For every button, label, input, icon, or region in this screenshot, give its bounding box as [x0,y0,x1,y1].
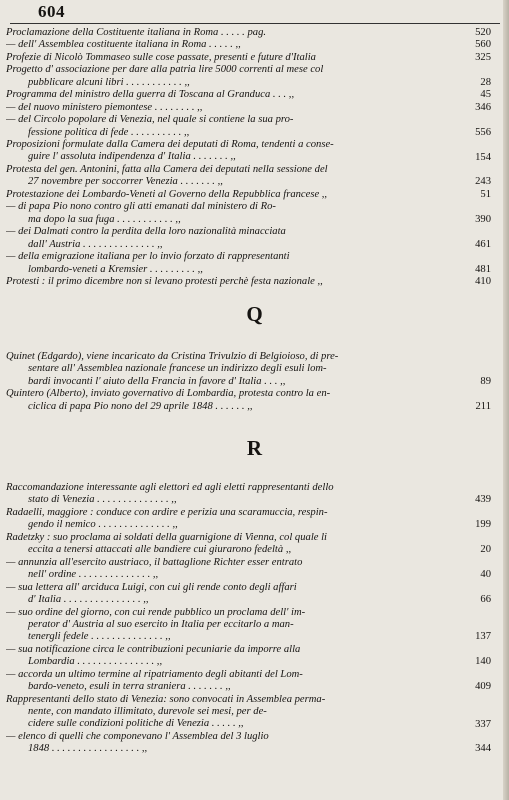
index-entry [6,694,462,731]
entry-text-line: eccita a tenersi attaccati alle bandiere cui giurarono fedeltà ,, [28,544,292,556]
entry-page-number: 154 [475,151,491,163]
entry-page-number: 344 [475,743,491,755]
entry-text-line: Rappresentanti dello stato di Venezia: sono convocati in Assemblea perma- [6,693,326,705]
entry-text-line: perator d' Austria al suo esercito in Italia per eccitarlo a man- [28,618,294,630]
entry-text-line: — dell' Assemblea costituente italiana in Roma . . . . . ,, [6,39,241,51]
entry-page-number: 137 [475,631,491,643]
index-entry [6,669,462,694]
entry-text-line: bardi invocanti l' aiuto della Francia in favore d' Italia . . . ,, [28,375,286,387]
entry-text-line: — del Circolo popolare di Venezia, nel quale si contiene la sua pro- [6,114,294,126]
entry-text-line: Protestazione dei Lombardo-Veneti al Governo della Repubblica francese ,, [6,188,328,200]
entry-page-number: 390 [475,213,491,225]
entry-text-line: Lombardia . . . . . . . . . . . . . . . ,, [28,656,163,668]
index-entry [6,27,462,39]
entry-page-number: 45 [480,89,491,101]
entry-text-line: fessione politica di fede . . . . . . . . . . ,, [28,126,190,138]
entry-text-line: bardo-veneto, esuli in terra straniera . . . . . . . ,, [28,681,231,693]
page-edge [503,0,509,800]
index-entry [6,64,462,89]
index-entry [6,164,462,189]
entry-text-line: — dei Dalmati contro la perdita della loro nazionalità minacciata [6,226,286,238]
index-entry [6,39,462,51]
entry-text-line: sentare all' Assemblea nazionale francese un indirizzo degli esuli lom- [28,363,327,375]
entry-text-line: lombardo-veneti a Kremsier . . . . . . . . . ,, [28,263,203,275]
entry-page-number: 66 [480,594,491,606]
index-entry [6,89,462,101]
entry-text-line: Raccomandazione interessante agli elettori ed agli eletti rappresentanti dello [6,482,334,493]
entry-page-number: 199 [475,519,491,531]
index-entry [6,507,462,532]
letter-heading-r: R [246,436,263,460]
entry-page-number: 243 [475,176,491,188]
entry-text-line: ma dopo la sua fuga . . . . . . . . . . . ,, [28,213,181,225]
index-entry [6,276,462,288]
entry-page-number: 20 [480,544,491,556]
entry-page-number: 439 [475,494,491,506]
entry-text-line: stato di Venezia . . . . . . . . . . . . . . ,, [28,494,177,506]
entry-text-line: — del nuovo ministero piemontese . . . . . . . . ,, [6,101,203,113]
entry-page-number: 51 [480,188,491,200]
entry-text-line: 27 novembre per soccorrer Venezia . . . . . . . ,, [28,176,223,188]
entry-text-line: — sua notificazione circa le contribuzioni pecuniarie da imporre alla [6,643,301,655]
entry-text-line: Programma del ministro della guerra di Toscana al Granduca . . . ,, [6,89,295,101]
index-entry [6,582,462,607]
entry-text-line: — annunzia all'esercito austriaco, il battaglione Richter esser entrato [6,556,303,568]
entry-text-line: nell' ordine . . . . . . . . . . . . . . ,, [28,569,159,581]
index-entry [6,557,462,582]
entry-page-number: 89 [480,375,491,387]
entry-text-line: pubblicare alcuni libri . . . . . . . . . . . ,, [28,76,190,88]
entry-text-line: — elenco di quelli che componevano l' Assemblea del 3 luglio [6,731,269,742]
letter-heading-q: Q [246,302,263,326]
entry-text-line: Proposizioni formulate dalla Camera dei deputati di Roma, tendenti a conse- [6,139,334,151]
entry-text-line: — sua lettera all' arciduca Luigi, con cui gli rende conto degli affari [6,581,297,593]
entry-page-number: 481 [475,263,491,275]
index-entry [6,731,462,756]
entry-page-number: 556 [475,126,491,138]
entry-text-line: Radetzky : suo proclama ai soldati della guarnigione di Vienna, col quale li [6,531,328,543]
entry-page-number: 40 [480,569,491,581]
entry-page-number: 140 [475,656,491,668]
entry-text-line: gendo il nemico . . . . . . . . . . . . . . ,, [28,519,178,531]
entry-page-number: 520 [475,27,491,38]
entry-text-line: Proclamazione della Costituente italiana in Roma . . . . . pag. [6,27,267,38]
entry-text-line: — accorda un ultimo termine al ripatriamento degli abitanti del Lom- [6,668,303,680]
entry-page-number: 337 [475,718,491,730]
entry-text-line: Protesta del gen. Antonini, fatta alla Camera dei deputati nella sessione del [6,163,328,175]
index-entry [6,189,462,201]
index-entry [6,114,462,139]
entry-page-number: 410 [475,276,491,287]
index-entry [6,351,462,388]
entry-text-line: tenergli fedele . . . . . . . . . . . . . . ,, [28,631,171,643]
entry-text-line: — suo ordine del giorno, con cui rende pubblico un proclama dell' im- [6,606,306,618]
entry-page-number: 28 [480,76,491,88]
index-entry [6,226,462,251]
header-rule [10,23,500,24]
entry-text-line: Progetto d' associazione per dare alla patria lire 5000 correnti al mese col [6,64,324,76]
entry-text-line: Radaelli, maggiore : conduce con ardire e perizia una scaramuccia, respin- [6,506,328,518]
entry-text-line: 1848 . . . . . . . . . . . . . . . . . ,, [28,743,148,755]
entry-text-line: Protesti : il primo dicembre non si levano protesti perchè festa nazionale ,, [6,276,323,287]
entry-page-number: 346 [475,101,491,113]
entry-text-line: nente, con mandato illimitato, durevole sei mesi, per de- [28,706,267,718]
entry-text-line: cidere sulle condizioni politiche di Venezia . . . . . ,, [28,718,244,730]
entry-page-number: 560 [475,39,491,51]
entry-text-line: Profezie di Nicolò Tommaseo sulle cose passate, presenti e future d'Italia [6,51,316,63]
page-number: 604 [38,2,65,21]
entry-page-number: 211 [475,400,491,412]
index-entry [6,102,462,114]
index-entry [6,482,462,507]
entry-text-line: — della emigrazione italiana per lo invio forzato di rappresentanti [6,251,290,263]
index-entry [6,201,462,226]
entry-page-number: 325 [475,51,491,63]
entry-text-line: guire l' assoluta indipendenza d' Italia . . . . . . . ,, [28,151,236,163]
entry-text-line: — di papa Pio nono contro gli atti emanati dal ministero di Ro- [6,201,276,213]
entry-text-line: dall' Austria . . . . . . . . . . . . . . ,, [28,238,163,250]
index-entry [6,251,462,276]
index-entry [6,139,462,164]
index-entry [6,532,462,557]
index-entry [6,644,462,669]
index-entry [6,52,462,64]
entry-page-number: 409 [475,681,491,693]
entry-text-line: Quintero (Alberto), inviato governativo di Lombardia, protesta contro la en- [6,388,331,400]
index-entry [6,607,462,644]
entry-page-number: 461 [475,238,491,250]
entry-text-line: Quinet (Edgardo), viene incaricato da Cristina Trivulzio di Belgioioso, di pre- [6,351,339,362]
entry-text-line: ciclica di papa Pio nono del 29 aprile 1848 . . . . . . ,, [28,400,253,412]
index-entry [6,388,462,413]
entry-text-line: d' Italia . . . . . . . . . . . . . . . ,, [28,594,149,605]
